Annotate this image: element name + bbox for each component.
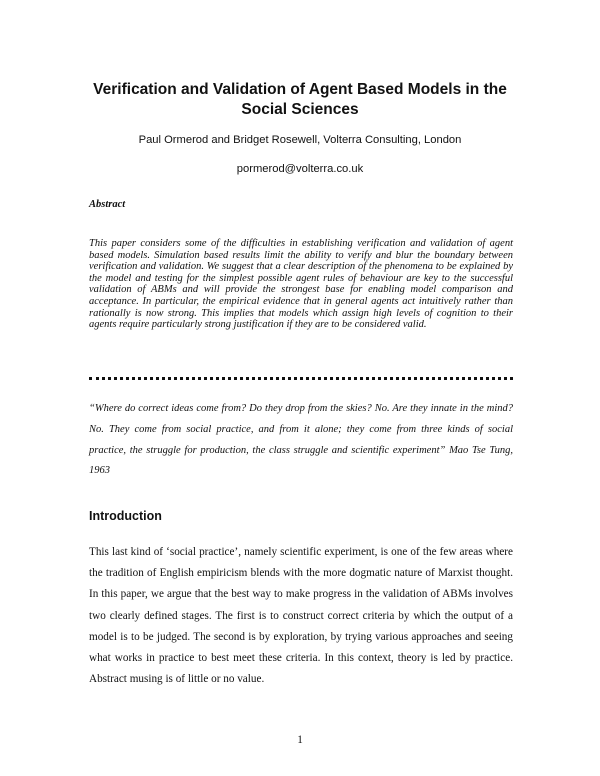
abstract-heading: Abstract	[89, 199, 126, 210]
paper-title: Verification and Validation of Agent Based Models in the Social Sciences	[93, 81, 507, 118]
author-email: pormerod@volterra.co.uk	[236, 163, 364, 175]
author-line: Paul Ormerod and Bridget Rosewell, Volterra Consulting, London	[138, 134, 462, 146]
introduction-paragraph: This last kind of ‘social practice’, namely scientific experiment, is one of the few areas where the tradition of English empiricism blends with the more dogmatic nature of Marxist thought. In this paper, we argue that the best way to make progress in the validation of ABMs involves two clearly defined stages. The first is to construct correct criteria by which the output of a model is to be judged. The second is by exploration, by trying various approaches and seeing what works in practice to best meet these criteria. In this context, theory is led by practice. Abstract musing is of little or no value.	[89, 546, 513, 686]
abstract-body: This paper considers some of the difficulties in establishing verification and validation of agent based models. Simulation based results limit the ability to verify and blur the boundary between verification and validation. We suggest that a clear description of the phenomena to be explained by the model and testing for the simplest possible agent rules of behaviour are key to the successful validation of ABMs and will provide the strongest base for enabling model comparison and acceptance. In particular, the empirical evidence that in general agents act intuitively rather than rationally is now strong. This implies that models which assign high levels of cognition to their agents require particularly strong justification if they are to be considered valid.	[89, 238, 513, 331]
epigraph-quote: “Where do correct ideas come from? Do they drop from the skies? No. Are they innate in the mind? No. They come from social practice, and from it alone; they come from three kinds of social practice, the struggle for production, the class struggle and scientific experiment” Mao Tse Tung, 1963	[89, 403, 513, 477]
dotted-divider	[89, 377, 513, 380]
page-number: 1	[297, 734, 303, 746]
introduction-heading: Introduction	[89, 509, 162, 523]
